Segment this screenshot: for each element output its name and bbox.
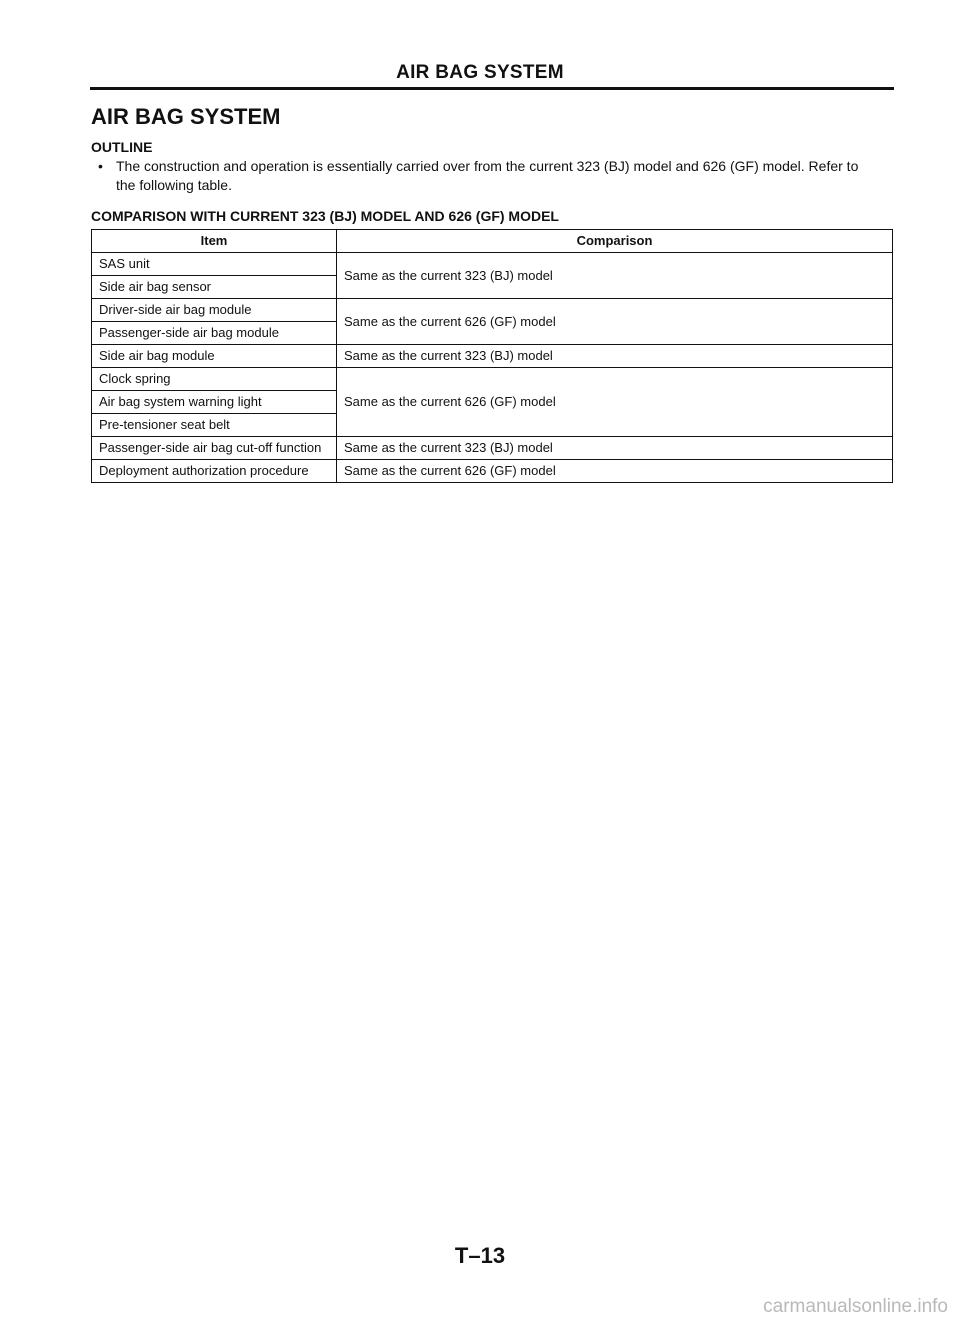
table-row: [92, 368, 893, 391]
comparison-cell: Same as the current 323 (BJ) model: [337, 253, 893, 299]
item-cell: Deployment authorization procedure: [92, 460, 337, 483]
item-cell: Passenger-side air bag module: [92, 322, 337, 345]
running-header: AIR BAG SYSTEM: [396, 62, 564, 83]
section-title: AIR BAG SYSTEM: [91, 104, 281, 129]
table-header-row: [92, 230, 893, 253]
table-row: [92, 253, 893, 276]
watermark: carmanualsonline.info: [763, 1296, 948, 1317]
table-row: [92, 437, 893, 460]
table-title: COMPARISON WITH CURRENT 323 (BJ) MODEL AND 626 (GF) MODEL: [91, 208, 559, 224]
comparison-table: [91, 229, 893, 483]
header-comparison: Comparison: [337, 230, 893, 253]
header-item: Item: [92, 230, 337, 253]
comparison-cell: Same as the current 323 (BJ) model: [337, 345, 893, 368]
outline-text: The construction and operation is essentially carried over from the current 323 (BJ) model and 626 (GF) model. Refer to the following table.: [116, 158, 859, 193]
header-rule: [90, 87, 894, 90]
item-cell: Clock spring: [92, 368, 337, 391]
table-row: [92, 460, 893, 483]
bullet-icon: •: [98, 158, 103, 174]
table-row: [92, 345, 893, 368]
item-cell: Air bag system warning light: [92, 391, 337, 414]
page-number: T–13: [454, 1243, 506, 1268]
item-cell: Side air bag sensor: [92, 276, 337, 299]
item-cell: SAS unit: [92, 253, 337, 276]
outline-heading: OUTLINE: [91, 139, 153, 155]
item-cell: Side air bag module: [92, 345, 337, 368]
item-cell: Pre-tensioner seat belt: [92, 414, 337, 437]
table-row: [92, 299, 893, 322]
item-cell: Driver-side air bag module: [92, 299, 337, 322]
comparison-cell: Same as the current 323 (BJ) model: [337, 437, 893, 460]
comparison-cell: Same as the current 626 (GF) model: [337, 299, 893, 345]
item-cell: Passenger-side air bag cut-off function: [92, 437, 337, 460]
comparison-cell: Same as the current 626 (GF) model: [337, 368, 893, 437]
comparison-cell: Same as the current 626 (GF) model: [337, 460, 893, 483]
